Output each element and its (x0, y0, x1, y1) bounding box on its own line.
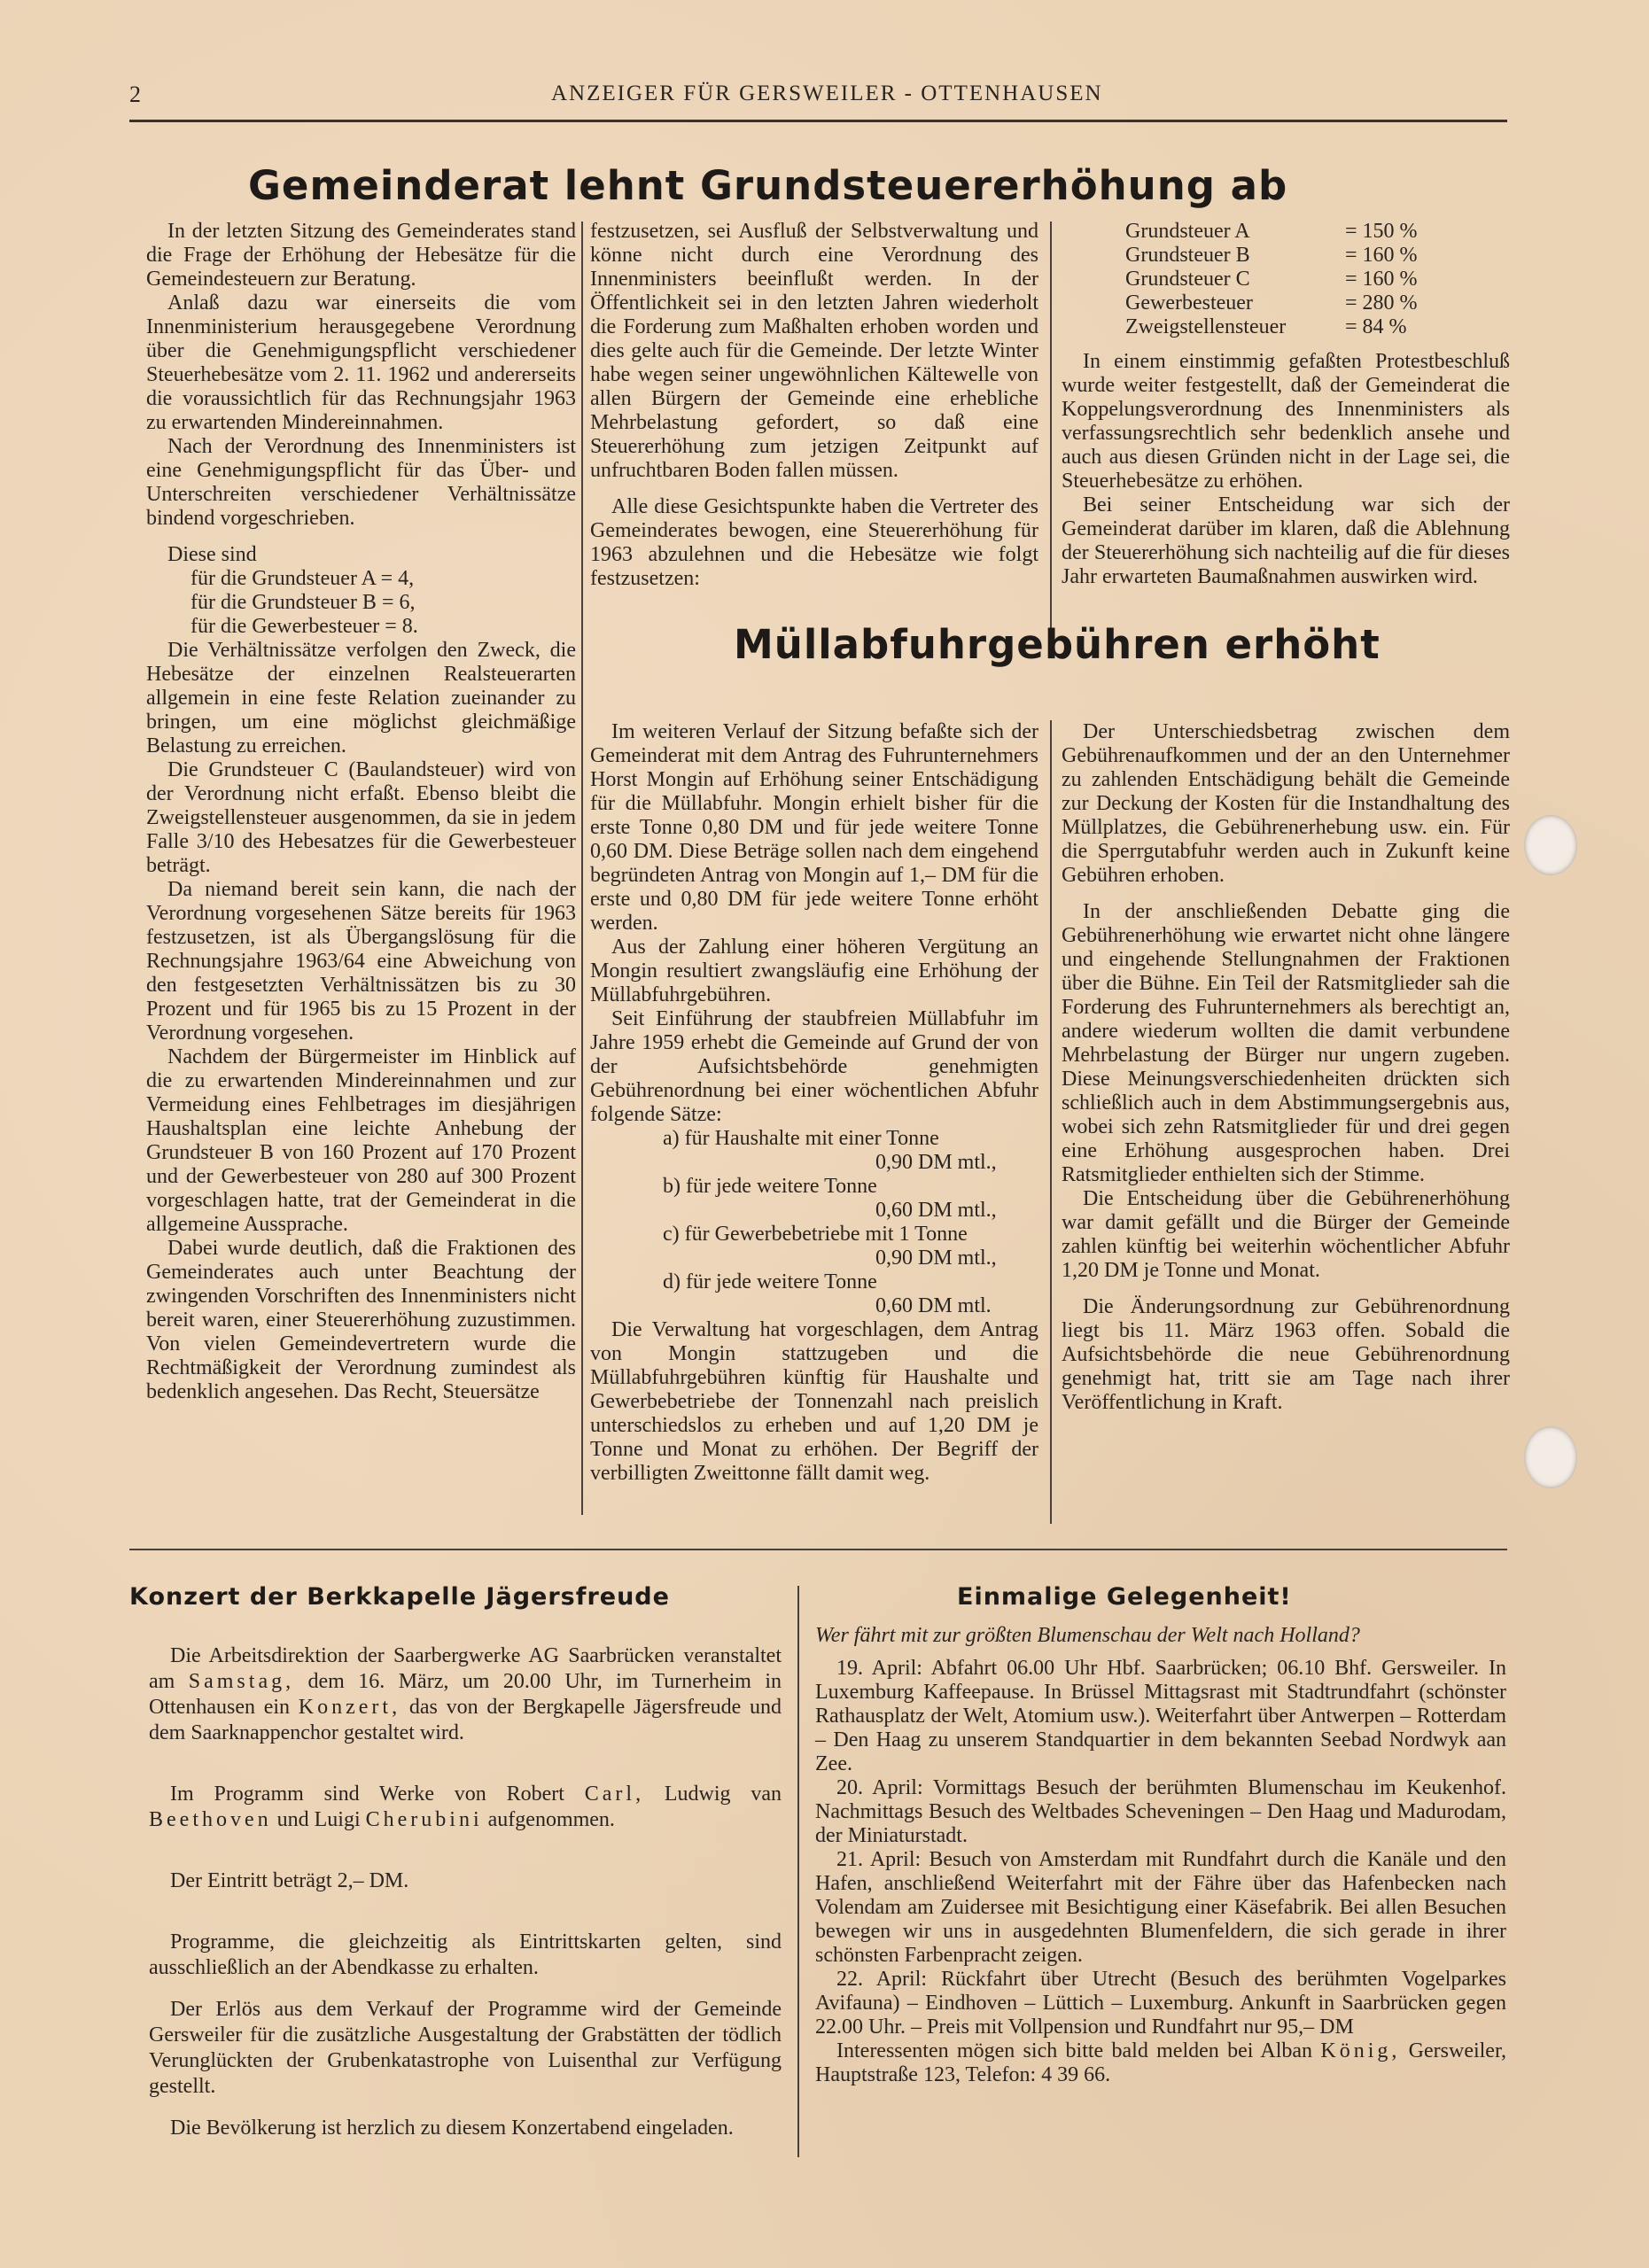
paragraph (149, 1782, 782, 1833)
tax-rate-row (1125, 315, 1429, 339)
text: Im Programm sind Werke von Robert (170, 1783, 564, 1806)
article-headline-konzert: Konzert der Berkkapelle Jägersfreude (129, 1583, 670, 1611)
paragraph: Seit Einführung der staubfreien Müllabfuhr im Jahre 1959 erhebt die Gemeinde auf Grund der von der Aufsichtsbehörde genehmigten Gebührenordnung bei einer wöchentlichen Abfuhr folgende Sätze: (590, 1007, 1038, 1126)
paragraph: Die Verwaltung hat vorgeschlagen, dem Antrag von Mongin stattzugeben und die Müllabfuhrgebühren künftig für Haushalte und Gewerbebetriebe der Tonnenzahl nach preislich unterschiedslos zu erheben und auf 1,20 DM je Tonne und Monat zu erhöhen. Der Begriff der verbilligten Zweittonne fällt damit weg. (590, 1318, 1038, 1485)
fee-amount: 0,60 DM mtl. (875, 1294, 992, 1317)
paragraph: Anlaß dazu war einerseits die vom Innenministerium herausgegebene Verordnung über die Genehmigungspflicht verschiedener Steuerhebesätze vom 2. 11. 1962 und andererseits die voraussichtlich für das Rechnungsjahr 1963 zu erwartenden Mindereinnahmen. (146, 291, 576, 434)
text: das von der Bergkapelle Jägersfreude und dem Saarknappenchor gestaltet wird. (149, 1696, 782, 1744)
paragraph: 19. April: Abfahrt 06.00 Uhr Hbf. Saarbrücken; 06.10 Bhf. Gersweiler. In Luxemburg Kaffeepause. In Brüssel Mittagsrast mit Stadtrundfahrt (schönster Rathausplatz der Welt, Atomium usw.). Weiterfahrt über Antwerpen – Rotterdam – Den Haag zu unserem Standquartier in dem bekannten Seebad Nordwyk aan Zee. (815, 1657, 1506, 1775)
paragraph: Die Entscheidung über die Gebührenerhöhung war damit gefällt und die Bürger der Gemeinde zahlen künftig bei weiterhin wöchentlicher Abfuhr 1,20 DM je Tonne und Monat. (1062, 1187, 1510, 1282)
paragraph: 20. April: Vormittags Besuch der berühmten Blumenschau im Keukenhof. Nachmittags Besuch des Weltbades Scheveningen – Den Haag und Madurodam, der Miniaturstadt. (815, 1776, 1506, 1847)
article-grundsteuer-column-3 (1062, 350, 1510, 589)
text: Ludwig van (664, 1783, 782, 1806)
paragraph (815, 2039, 1506, 2087)
article-muellabfuhr-column-2 (1062, 720, 1510, 1415)
paragraph: Die Bevölkerung ist herzlich zu diesem Konzertabend eingeladen. (170, 2117, 734, 2140)
text: Gersweiler, Hauptstraße 123, Telefon: 4 39 66. (815, 2039, 1506, 2086)
paragraph: Da niemand bereit sein kann, die nach der Verordnung vorgesehenen Sätze bereits für 1963 festzusetzen, ist als Übergangslösung für die Rechnungsjahre 1963/64 eine Abweichung von den festgesetzten Verhältnissätzen bis zu 30 Prozent und für 1965 bis zu 15 Prozent in der Verordnung vorgesehen. (146, 878, 576, 1045)
paragraph: Programme, die gleichzeitig als Eintrittskarten gelten, sind ausschließlich an der Abendkasse zu erhalten. (149, 1930, 782, 1979)
paragraph: Der Erlös aus dem Verkauf der Programme wird der Gemeinde Gersweiler für die zusätzliche Ausgestaltung der Grabstätten der tödlich Verunglückten der Grubenkatastrophe von Luisenthal zur Verfügung gestellt. (149, 1998, 782, 2098)
column-divider (1050, 221, 1052, 638)
text: und Luigi (276, 1808, 361, 1831)
paragraph: 21. April: Besuch von Amsterdam mit Rundfahrt durch die Kanäle und den Hafen, anschließend Weiterfahrt mit der Fähre über das Hafenbecken nach Volendam am Zuidersee mit Besichtigung einer Käsefabrik. Bei allen Besuchen bewegen wir uns in ausgedehnten Blumenfeldern, die sich gerade in ihrer schönsten Farbenpracht zeigen. (815, 1848, 1506, 1967)
column-divider (1050, 720, 1052, 1524)
fee-amount: 0,90 DM mtl., (875, 1151, 997, 1174)
column-divider (581, 221, 583, 1515)
ratio-line: für die Gewerbesteuer = 8. (191, 615, 418, 638)
section-rule (129, 1549, 1507, 1550)
tax-rate-row (1125, 244, 1429, 268)
paragraph: Bei seiner Entscheidung war sich der Gemeinderat darüber im klaren, daß die Ablehnung der Steuererhöhung sich nachteilig auf die für dieses Jahr erwarteten Baumaßnahmen auswirken wird. (1062, 493, 1510, 588)
paragraph: Der Eintritt beträgt 2,– DM. (170, 1869, 409, 1892)
text: dem 16. März, um 20.00 Uhr, im Turnerheim in Ottenhausen ein (149, 1670, 782, 1719)
tax-value: = 84 % (1345, 315, 1407, 338)
text: Interessenten mögen sich bitte bald melden bei Alban (836, 2039, 1313, 2062)
article-holland-subhead: Wer fährt mit zur größten Blumenschau der Welt nach Holland? (815, 1624, 1360, 1647)
paragraph: Alle diese Gesichtspunkte haben die Vertreter des Gemeinderates bewogen, eine Steuererhöhung für 1963 abzulehnen und die Hebesätze wie folgt festzusetzen: (590, 495, 1038, 590)
paragraph: Im weiteren Verlauf der Sitzung befaßte sich der Gemeinderat mit dem Antrag des Fuhrunternehmers Horst Mongin auf Erhöhung seiner Entschädigung für die Müllabfuhr. Mongin erhielt bisher für die erste Tonne 0,80 DM und für jede weitere Tonne 0,60 DM. Diese Beträge sollen nach dem eingehend begründeten Antrag von Mongin auf 1,– DM für die erste und 0,80 DM für jede weitere Tonne erhöht werden. (590, 720, 1038, 935)
ratio-line: für die Grundsteuer B = 6, (191, 591, 416, 614)
paragraph: Nachdem der Bürgermeister im Hinblick auf die zu erwartenden Mindereinnahmen und zur Vermeidung eines Fehlbetrages im diesjährigen Haushaltsplan eine leichte Anhebung der Grundsteuer B von 160 Prozent auf 170 Prozent und der Gewerbesteuer von 280 auf 300 Prozent vorgeschlagen hatte, trat der Gemeinderat in die allgemeine Aussprache. (146, 1045, 576, 1236)
fee-item: b) für jede weitere Tonne (663, 1175, 877, 1198)
fee-item: c) für Gewerbebetriebe mit 1 Tonne (663, 1223, 968, 1246)
paragraph: Der Unterschiedsbetrag zwischen dem Gebührenaufkommen und der an den Unternehmer zu zahlenden Entschädigung behält die Gemeinde zur Deckung der Kosten für die Instandhaltung des Müllplatzes, die Gebührenerhebung usw. ein. Für die Sperrgutabfuhr werden auch in Zukunft keine Gebühren erhoben. (1062, 720, 1510, 887)
tax-name: Grundsteuer C (1125, 268, 1250, 291)
article-konzert-body (149, 1643, 782, 2141)
tax-value: = 280 % (1345, 291, 1418, 315)
article-headline-grundsteuer: Gemeinderat lehnt Grundsteuererhöhung ab (248, 162, 1288, 209)
tax-name: Gewerbesteuer (1125, 291, 1253, 315)
article-headline-muellabfuhr: Müllabfuhrgebühren erhöht (734, 621, 1381, 668)
tax-value: = 160 % (1345, 244, 1418, 267)
text: Beethoven (149, 1808, 272, 1831)
paragraph: Nach der Verordnung des Innenministers ist eine Genehmigungspflicht für das Über- und Unterschreiten verschiedener Verhältnissätze bindend vorgeschrieben. (146, 435, 576, 530)
text: Samstag, (188, 1670, 295, 1693)
text: Die Arbeitsdirektion der Saarbergwerke AG Saarbrücken veranstaltet am (149, 1644, 782, 1693)
newspaper-title: ANZEIGER FÜR GERSWEILER - OTTENHAUSEN (551, 82, 1103, 105)
paragraph: Aus der Zahlung einer höheren Vergütung an Mongin resultiert zwangsläufig eine Erhöhung der Müllabfuhrgebühren. (590, 936, 1038, 1006)
paragraph: Dabei wurde deutlich, daß die Fraktionen des Gemeinderates auch unter Beachtung der zwingenden Vorschriften des Innenministers nicht bereit waren, einer Steuererhöhung zuzustimmen. Von vielen Gemeindevertretern wurde die Rechtmäßigkeit der Verordnung zumindest als bedenklich angesehen. Das Recht, Steuersätze (146, 1237, 576, 1403)
fee-item: a) für Haushalte mit einer Tonne (663, 1127, 939, 1150)
tax-rate-table (1125, 220, 1429, 339)
paragraph: Die Verhältnissätze verfolgen den Zweck, die Hebesätze der einzelnen Realsteuerarten allgemein in eine feste Relation zueinander zu bringen, um eine möglichst gleichmäßige Belastung zu erreichen. (146, 639, 576, 757)
fee-amount: 0,90 DM mtl., (875, 1247, 997, 1270)
punch-hole (1524, 1426, 1577, 1488)
article-grundsteuer-column-1 (146, 220, 576, 1404)
paragraph: Die Grundsteuer C (Baulandsteuer) wird von der Verordnung nicht erfaßt. Ebenso bleibt die Zweigstellensteuer ausgenommen, da sie in jedem Falle 3/10 des Hebesatzes für die Gewerbesteuer beträgt. (146, 758, 576, 877)
tax-name: Grundsteuer B (1125, 244, 1250, 267)
tax-name: Grundsteuer A (1125, 220, 1250, 243)
text: aufgenommen. (487, 1808, 615, 1831)
tax-rate-row (1125, 268, 1429, 291)
text: Konzert, (298, 1696, 401, 1719)
fee-list (590, 1127, 1038, 1318)
tax-rate-row (1125, 220, 1429, 244)
text: König, (1320, 2039, 1401, 2062)
column-divider (797, 1586, 799, 2157)
paragraph: Die Änderungsordnung zur Gebührenordnung liegt bis 11. März 1963 offen. Sobald die Aufsichtsbehörde die neue Gebührenordnung genehmigt hat, tritt sie am Tage nach ihrer Veröffentlichung in Kraft. (1062, 1295, 1510, 1414)
text: Carl, (584, 1783, 645, 1806)
paragraph: Diese sind (167, 543, 257, 566)
fee-amount: 0,60 DM mtl., (875, 1199, 997, 1222)
text: Cherubini (365, 1808, 483, 1831)
header-rule (129, 120, 1507, 122)
punch-hole (1524, 815, 1577, 875)
paragraph: In der anschließenden Debatte ging die Gebührenerhöhung wie erwartet nicht ohne längere und eingehende Stellungnahmen der Fraktionen über die Bühne. Ein Teil der Ratsmitglieder sah die Forderung des Fuhrunternehmers als berechtigt an, andere wiederum wollten die damit verbundene Mehrbelastung der Bürger nur ungern zugeben. Diese Meinungsverschiedenheiten drückten sich schließlich auch in dem Abstimmungsergebnis aus, wobei sich zehn Ratsmitglieder für und drei gegen eine Erhöhung ausgesprochen haben. Drei Ratsmitglieder enthielten sich der Stimme. (1062, 900, 1510, 1186)
ratio-line: für die Grundsteuer A = 4, (191, 567, 415, 590)
tax-name: Zweigstellensteuer (1125, 315, 1287, 338)
article-muellabfuhr-column-1 (590, 720, 1038, 1486)
tax-value: = 160 % (1345, 268, 1418, 291)
article-headline-holland: Einmalige Gelegenheit! (957, 1583, 1292, 1611)
page-number: 2 (129, 82, 141, 107)
fee-item: d) für jede weitere Tonne (663, 1270, 877, 1293)
paragraph (149, 1643, 782, 1746)
paragraph: 22. April: Rückfahrt über Utrecht (Besuch des berühmten Vogelparkes Avifauna) – Eindhoven – Lüttich – Luxemburg. Ankunft in Saarbrücken gegen 22.00 Uhr. – Preis mit Vollpension und Rundfahrt nur 95,– DM (815, 1968, 1506, 2039)
tax-value: = 150 % (1345, 220, 1418, 243)
tax-rate-row (1125, 291, 1429, 315)
article-holland-body (815, 1657, 1506, 2087)
paragraph: In einem einstimmig gefaßten Protestbeschluß wurde weiter festgestellt, daß der Gemeinderat die Koppelungsverordnung des Innenministers als verfassungsrechtlich sehr bedenklich ansehe und auch aus diesen Gründen nicht in der Lage sei, die Steuerhebesätze zu erhöhen. (1062, 350, 1510, 493)
article-grundsteuer-column-2 (590, 220, 1038, 591)
paragraph: In der letzten Sitzung des Gemeinderates stand die Frage der Erhöhung der Hebesätze für die Gemeindesteuern zur Beratung. (146, 220, 576, 291)
paragraph: festzusetzen, sei Ausfluß der Selbstverwaltung und könne nicht durch eine Verordnung des Innenministers beeinflußt werden. In der Öffentlichkeit sei in den letzten Jahren wiederholt die Forderung zum Maßhalten erhoben worden und dies gelte auch für die Gemeinde. Der letzte Winter habe wegen seiner ungewöhnlichen Kältewelle von allen Bürgern der Gemeinde eine erhebliche Mehrbelastung gefordert, so daß eine Steuererhöhung zum jetzigen Zeitpunkt auf unfruchtbaren Boden fallen müssen. (590, 220, 1038, 482)
